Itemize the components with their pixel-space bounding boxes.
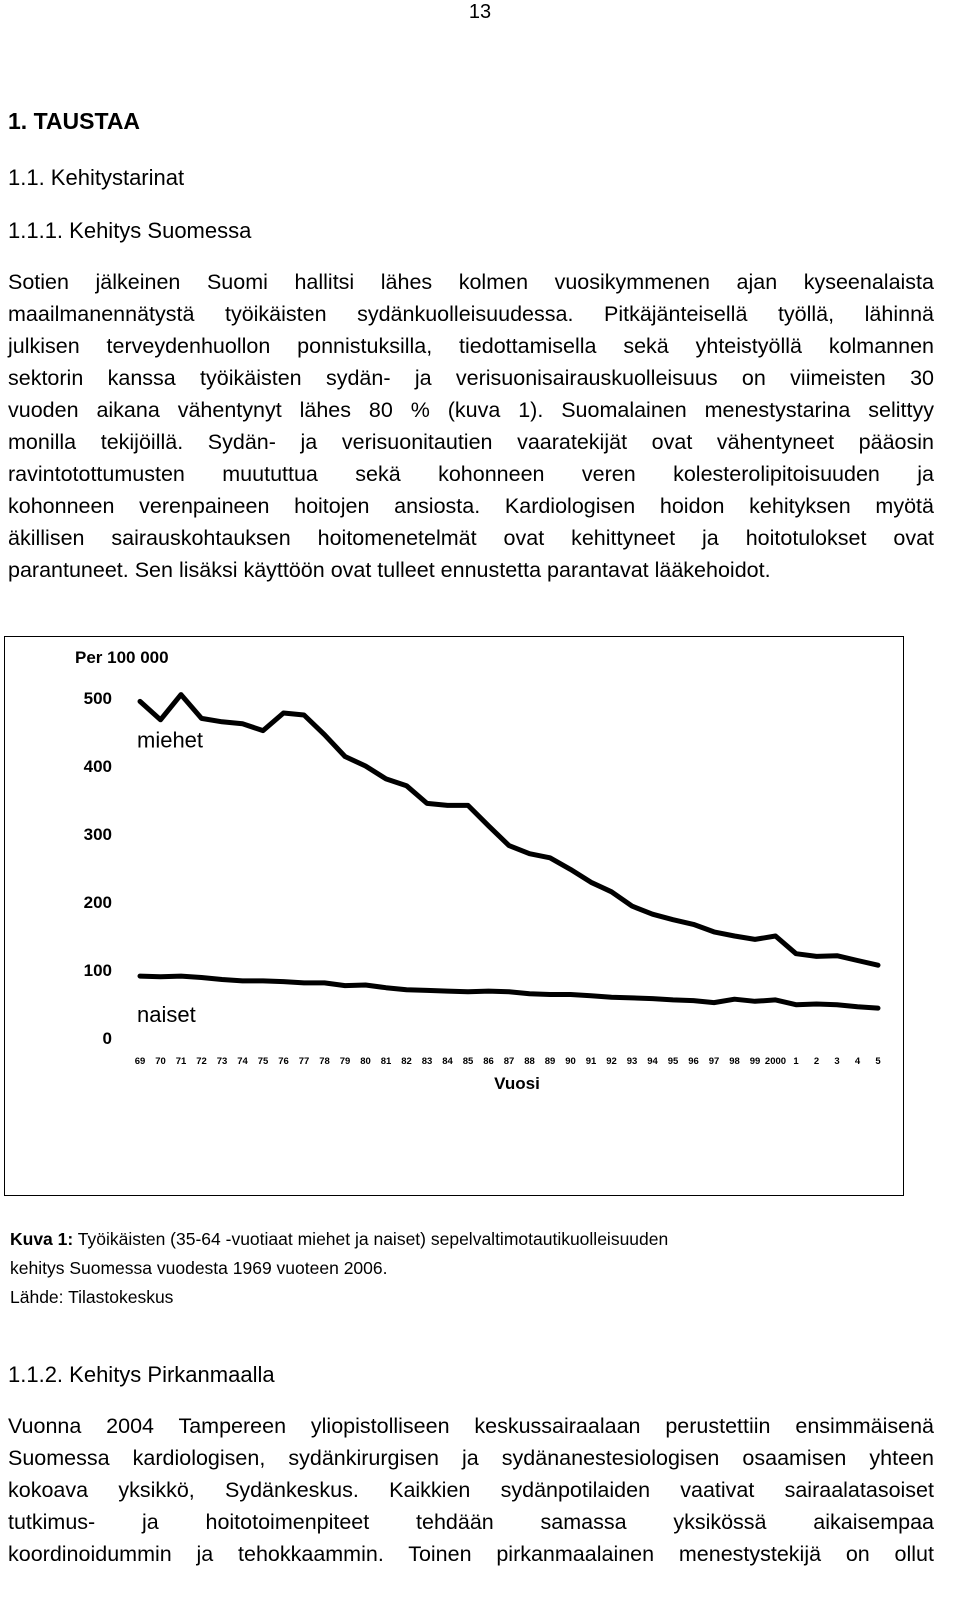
x-tick-label: 74 (237, 1056, 248, 1067)
x-tick-label: 70 (155, 1056, 166, 1067)
x-tick-label: 69 (134, 1056, 146, 1067)
x-tick-label: 2000 (764, 1056, 787, 1067)
x-tick-label: 94 (647, 1056, 658, 1067)
x-tick-label: 95 (667, 1056, 679, 1067)
x-tick-label: 76 (278, 1056, 289, 1067)
x-tick-label: 80 (360, 1056, 371, 1067)
x-tick-label: 88 (524, 1056, 535, 1067)
y-tick-label: 300 (83, 825, 112, 844)
caption-text: kehitys Suomessa vuodesta 1969 vuoteen 2006. (10, 1258, 388, 1278)
x-tick-label: 89 (544, 1056, 556, 1067)
x-tick-label: 84 (442, 1056, 453, 1067)
x-tick-label: 85 (462, 1056, 474, 1067)
x-tick-label: 81 (380, 1056, 392, 1067)
y-tick-label: 400 (83, 757, 112, 776)
paragraph-line: parantuneet. Sen lisäksi käyttöön ovat tulleet ennustetta parantavat lääkehoidot. (8, 558, 771, 582)
x-tick-label: 72 (196, 1056, 207, 1067)
heading-kehitys-pirkanmaalla: 1.1.2. Kehitys Pirkanmaalla (8, 1362, 275, 1387)
paragraph-line: monilla tekijöillä. Sydän- ja verisuonitautien vaaratekijät ovat vähentyneet pääosin (8, 430, 934, 454)
caption-source: Lähde: Tilastokeskus (10, 1287, 174, 1307)
paragraph-line: Suomessa kardiologisen, sydänkirurgisen ja sydänanestesiologisen osaamisen yhteen (8, 1446, 934, 1470)
x-tick-label: 3 (834, 1056, 840, 1067)
x-tick-label: 83 (421, 1056, 433, 1067)
x-tick-label: 5 (875, 1056, 881, 1067)
y-tick-label: 200 (83, 893, 112, 912)
x-axis-label: Vuosi (494, 1074, 540, 1093)
paragraph-kehitys-suomessa (8, 266, 934, 586)
figure-chart-frame (4, 636, 904, 1196)
paragraph-line: koordinoidummin ja tehokkaammin. Toinen pirkanmaalainen menestystekijä on ollut (8, 1542, 934, 1566)
x-tick-label: 86 (483, 1056, 494, 1067)
series-line-miehet (140, 695, 878, 966)
paragraph-line: sektorin kanssa työikäisten sydän- ja verisuonisairauskuolleisuus on viimeisten 30 (8, 366, 934, 390)
x-tick-label: 93 (626, 1056, 638, 1067)
paragraph-line: Vuonna 2004 Tampereen yliopistolliseen keskussairaalaan perustettiin ensimmäisenä (8, 1414, 934, 1438)
x-tick-label: 91 (585, 1056, 597, 1067)
x-tick-label: 73 (216, 1056, 228, 1067)
paragraph-line: Sotien jälkeinen Suomi hallitsi lähes kolmen vuosikymmenen ajan kyseenalaista (8, 270, 934, 294)
paragraph-line: tutkimus- ja hoitotoimenpiteet tehdään samassa yksikössä aikaisempaa (8, 1510, 934, 1534)
series-label-naiset: naiset (137, 1002, 196, 1028)
x-tick-label: 82 (401, 1056, 412, 1067)
x-tick-label: 99 (749, 1056, 761, 1067)
x-tick-label: 2 (813, 1056, 820, 1067)
x-tick-label: 90 (565, 1056, 576, 1067)
x-tick-label: 96 (688, 1056, 699, 1067)
heading-taustaa: 1. TAUSTAA (8, 108, 141, 134)
x-tick-label: 4 (854, 1056, 861, 1067)
x-tick-label: 79 (339, 1056, 351, 1067)
paragraph-line: julkisen terveydenhuollon ponnistuksilla, tiedottamisella sekä yhteistyöllä kolmannen (8, 334, 934, 358)
x-tick-label: 71 (175, 1056, 187, 1067)
paragraph-line: kohonneen verenpaineen hoitojen ansiosta. Kardiologisen hoidon kehityksen myötä (8, 494, 934, 518)
paragraph-line: maailmanennätystä työikäisten sydänkuolleisuudessa. Pitkäjänteisellä työllä, lähinnä (8, 302, 934, 326)
page-number: 13 (468, 1, 492, 23)
x-tick-label: 77 (298, 1056, 310, 1067)
paragraph-line: vuoden aikana vähentynyt lähes 80 % (kuva 1). Suomalainen menestystarina selittyy (8, 398, 934, 422)
paragraph-line: ravintotottumusten muututtua sekä kohonneen veren kolesterolipitoisuuden ja (8, 462, 934, 486)
series-line-naiset (140, 976, 878, 1008)
y-tick-label: 500 (83, 689, 112, 708)
mortality-line-chart (5, 637, 903, 1195)
y-tick-label: 0 (102, 1029, 112, 1048)
series-label-miehet: miehet (137, 727, 204, 753)
x-tick-label: 92 (606, 1056, 617, 1067)
x-tick-label: 75 (257, 1056, 269, 1067)
y-tick-label: 100 (83, 961, 112, 980)
caption-label: Kuva 1: (10, 1229, 74, 1249)
x-tick-label: 78 (319, 1056, 330, 1067)
x-tick-label: 98 (729, 1056, 740, 1067)
paragraph-kehitys-pirkanmaalla (8, 1410, 934, 1570)
x-tick-label: 97 (708, 1056, 720, 1067)
heading-kehitys-suomessa: 1.1.1. Kehitys Suomessa (8, 218, 252, 243)
x-tick-label: 1 (793, 1056, 799, 1067)
figure-caption (10, 1225, 668, 1312)
x-tick-label: 87 (503, 1056, 515, 1067)
caption-text: Työikäisten (35-64 -vuotiaat miehet ja naiset) sepelvaltimotautikuolleisuuden (73, 1229, 669, 1249)
y-axis-label: Per 100 000 (75, 648, 169, 667)
heading-kehitystarinat: 1.1. Kehitystarinat (8, 165, 185, 190)
paragraph-line: äkillisen sairauskohtauksen hoitomenetelmät ovat kehittyneet ja hoitotulokset ovat (8, 526, 934, 550)
paragraph-line: kokoava yksikkö, Sydänkeskus. Kaikkien sydänpotilaiden vaativat sairaalatasoiset (8, 1478, 934, 1502)
